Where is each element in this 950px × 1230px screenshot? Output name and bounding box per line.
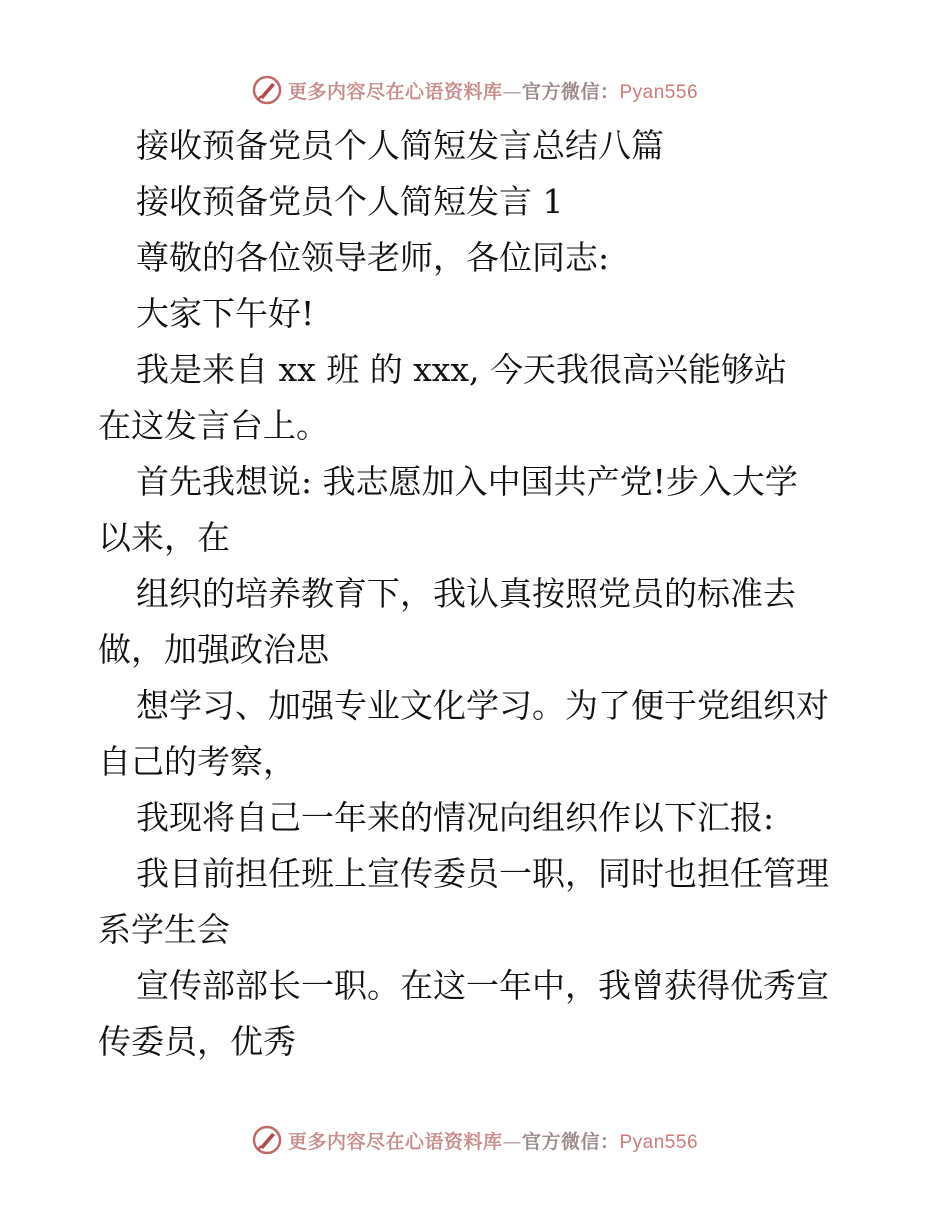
banner-slogan: 更多内容尽在心语资料库 [287,80,503,103]
paragraph-line: 系学生会 [98,910,230,949]
header-banner [0,70,950,110]
document-title: 接收预备党员个人简短发言总结八篇 [136,126,664,165]
banner-text [288,77,698,104]
banner-wechat-id: Pyan556 [619,81,699,103]
paragraph-line: 在这发言台上。 [98,406,329,445]
paragraph-line: 组织的培养教育下，我认真按照党员的标准去 [136,574,796,613]
quill-logo-icon [252,75,282,105]
paragraph-line: 我是来自 xx 班 的 xxx, 今天我很高兴能够站 [136,350,787,389]
quill-logo-icon [252,1125,282,1155]
banner-text [288,1127,698,1154]
paragraph-line: 想学习、加强专业文化学习。为了便于党组织对 [136,686,829,725]
paragraph-line: 大家下午好! [136,294,315,333]
document-body [98,118,858,1070]
paragraph-line: 以来，在 [98,518,230,557]
paragraph-line: 我现将自己一年来的情况向组织作以下汇报: [136,798,775,837]
banner-separator: — [502,80,522,103]
section-heading: 接收预备党员个人简短发言 1 [136,182,564,221]
paragraph-line: 首先我想说: 我志愿加入中国共产党!步入大学 [136,462,798,501]
paragraph-line: 宣传部部长一职。在这一年中，我曾获得优秀宣 [136,966,829,1005]
banner-separator: — [502,1130,522,1153]
paragraph-line: 做，加强政治思 [98,630,329,669]
banner-slogan: 更多内容尽在心语资料库 [287,1130,503,1153]
paragraph-line: 自己的考察， [98,742,296,781]
banner-label: 官方微信： [521,80,620,103]
banner-label: 官方微信： [521,1130,620,1153]
paragraph-line: 传委员，优秀 [98,1022,296,1061]
banner-wechat-id: Pyan556 [619,1131,699,1153]
paragraph-lines [98,230,858,1070]
footer-banner [0,1120,950,1160]
paragraph-line: 尊敬的各位领导老师，各位同志: [136,238,610,277]
paragraph-line: 我目前担任班上宣传委员一职，同时也担任管理 [136,854,829,893]
